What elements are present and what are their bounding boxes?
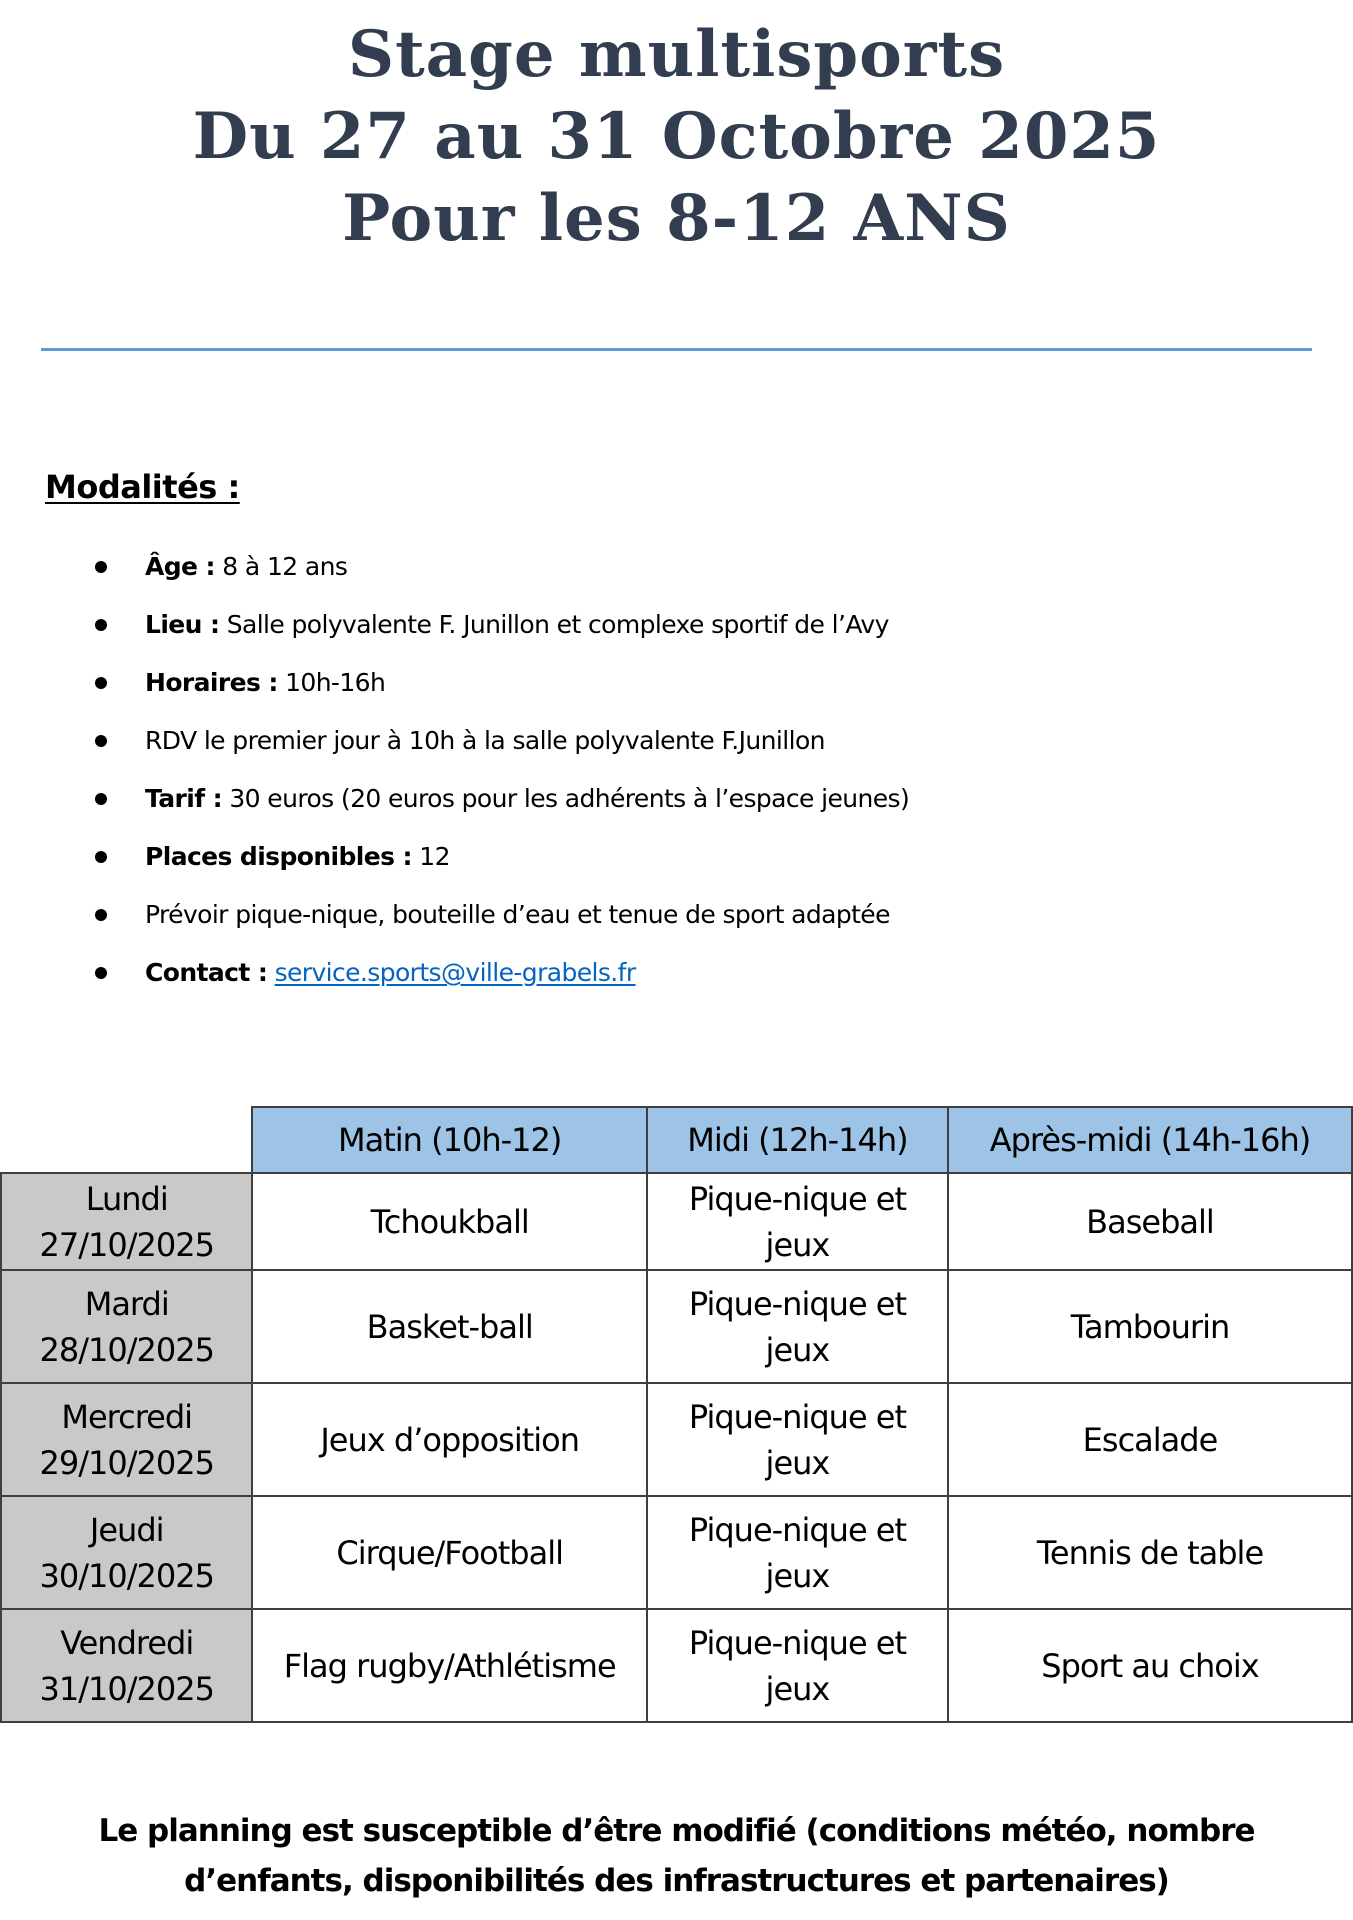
item-label: Lieu : — [145, 610, 220, 639]
title-line-1: Stage multisports — [347, 17, 1006, 92]
day-cell — [1, 1383, 252, 1496]
bullet-icon — [95, 909, 107, 921]
day-name: Jeudi — [89, 1510, 164, 1549]
day-date: 29/10/2025 — [39, 1443, 214, 1482]
midi-cell: Pique-nique et jeux — [647, 1383, 948, 1496]
item-value: 30 euros (20 euros pour les adhérents à l’espace jeunes) — [221, 784, 910, 813]
midi-cell: Pique-nique et jeux — [647, 1496, 948, 1609]
bullet-icon — [95, 735, 107, 747]
apres-midi-cell: Baseball — [948, 1173, 1352, 1270]
matin-cell: Cirque/Football — [252, 1496, 647, 1609]
horizontal-divider — [41, 348, 1312, 351]
item-value: 12 — [411, 842, 450, 871]
item-label: Contact : — [145, 958, 268, 987]
modalites-heading: Modalités : — [45, 468, 240, 506]
title-line-3: Pour les 8-12 ANS — [342, 181, 1011, 256]
item-label: Âge : — [145, 552, 215, 581]
column-header-matin: Matin (10h-12) — [252, 1107, 647, 1173]
table-corner-cell — [1, 1107, 252, 1173]
bullet-icon — [95, 619, 107, 631]
item-label: Places disponibles : — [145, 842, 412, 871]
midi-cell: Pique-nique et jeux — [647, 1609, 948, 1722]
apres-midi-cell: Sport au choix — [948, 1609, 1352, 1722]
day-cell — [1, 1173, 252, 1270]
matin-cell: Jeux d’opposition — [252, 1383, 647, 1496]
day-cell — [1, 1609, 252, 1722]
day-date: 31/10/2025 — [39, 1669, 214, 1708]
item-value: RDV le premier jour à 10h à la salle polyvalente F.Junillon — [145, 726, 825, 755]
day-date: 28/10/2025 — [39, 1330, 214, 1369]
day-cell — [1, 1496, 252, 1609]
day-date: 27/10/2025 — [39, 1225, 214, 1264]
day-name: Vendredi — [60, 1623, 194, 1662]
table-row — [1, 1270, 1352, 1383]
table-header-row — [1, 1107, 1352, 1173]
matin-cell: Tchoukball — [252, 1173, 647, 1270]
bullet-icon — [95, 677, 107, 689]
bullet-icon — [95, 793, 107, 805]
table-row — [1, 1173, 1352, 1270]
bullet-icon — [95, 561, 107, 573]
contact-email-link[interactable]: service.sports@ville-grabels.fr — [274, 958, 636, 987]
day-date: 30/10/2025 — [39, 1556, 214, 1595]
item-value: Prévoir pique-nique, bouteille d’eau et tenue de sport adaptée — [145, 900, 890, 929]
column-header-midi: Midi (12h-14h) — [647, 1107, 948, 1173]
apres-midi-cell: Tambourin — [948, 1270, 1352, 1383]
item-value: 8 à 12 ans — [214, 552, 348, 581]
table-row — [1, 1496, 1352, 1609]
item-value: 10h-16h — [277, 668, 386, 697]
day-name: Mercredi — [61, 1397, 193, 1436]
apres-midi-cell: Tennis de table — [948, 1496, 1352, 1609]
disclaimer-line-2: d’enfants, disponibilités des infrastructures et partenaires) — [184, 1863, 1169, 1899]
bullet-icon — [95, 851, 107, 863]
bullet-icon — [95, 967, 107, 979]
item-label: Horaires : — [145, 668, 278, 697]
planning-disclaimer — [0, 1806, 1353, 1906]
table-row — [1, 1383, 1352, 1496]
page-title — [0, 14, 1353, 260]
midi-cell: Pique-nique et jeux — [647, 1173, 948, 1270]
day-cell — [1, 1270, 252, 1383]
midi-cell: Pique-nique et jeux — [647, 1270, 948, 1383]
item-value: Salle polyvalente F. Junillon et complexe sportif de l’Avy — [219, 610, 889, 639]
column-header-apres-midi: Après-midi (14h-16h) — [948, 1107, 1352, 1173]
schedule-table — [0, 1106, 1353, 1723]
title-line-2: Du 27 au 31 Octobre 2025 — [192, 99, 1161, 174]
apres-midi-cell: Escalade — [948, 1383, 1352, 1496]
matin-cell: Basket-ball — [252, 1270, 647, 1383]
day-name: Mardi — [84, 1284, 169, 1323]
day-name: Lundi — [85, 1179, 168, 1218]
matin-cell: Flag rugby/Athlétisme — [252, 1609, 647, 1722]
disclaimer-line-1: Le planning est susceptible d’être modifié (conditions météo, nombre — [98, 1813, 1255, 1849]
item-label: Tarif : — [145, 784, 222, 813]
table-row — [1, 1609, 1352, 1722]
